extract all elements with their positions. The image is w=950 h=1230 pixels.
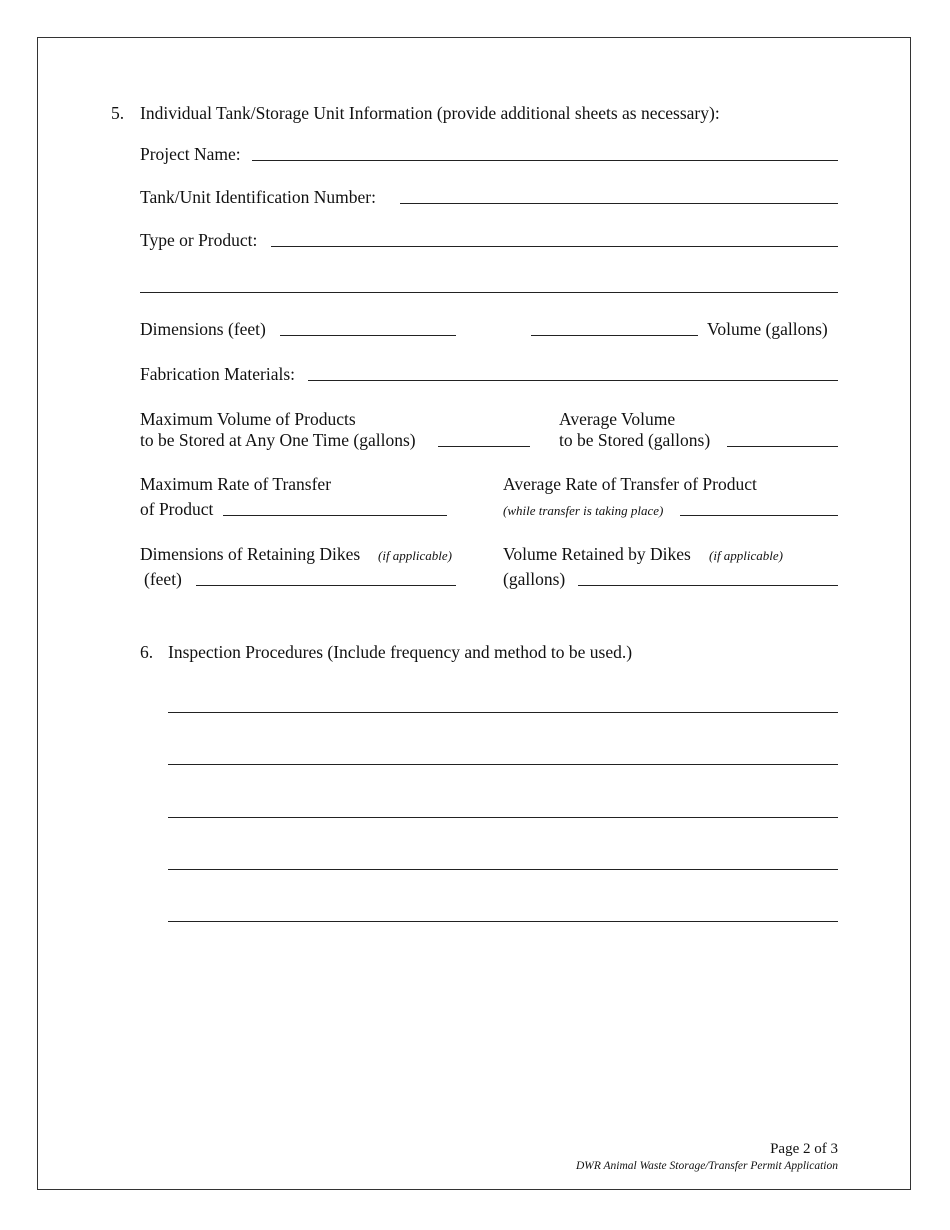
max-volume-label-line2: to be Stored at Any One Time (gallons) — [140, 430, 416, 450]
section-5-number: 5. — [111, 103, 125, 123]
avg-volume-label-line1: Average Volume — [559, 409, 676, 429]
page-number: Page 2 of 3 — [770, 1141, 838, 1157]
max-volume-field[interactable] — [438, 446, 530, 447]
dikes-volume-label: Volume Retained by Dikes — [503, 544, 691, 564]
form-name: DWR Animal Waste Storage/Transfer Permit Application — [575, 1160, 838, 1172]
dikes-volume-note: (if applicable) — [709, 548, 784, 563]
project-name-field[interactable] — [252, 160, 838, 161]
avg-volume-field[interactable] — [727, 446, 838, 447]
avg-rate-field[interactable] — [680, 515, 838, 516]
inspection-line[interactable] — [168, 712, 838, 713]
dimensions-field[interactable] — [280, 335, 456, 336]
inspection-line[interactable] — [168, 817, 838, 818]
tank-id-field[interactable] — [400, 203, 838, 204]
section-6-title: Inspection Procedures (Include frequency and method to be used.) — [168, 642, 633, 662]
dimensions-label: Dimensions (feet) — [140, 319, 266, 339]
dikes-dimensions-label: Dimensions of Retaining Dikes — [140, 544, 361, 564]
dikes-dimensions-field[interactable] — [196, 585, 456, 586]
volume-label: Volume (gallons) — [707, 319, 828, 339]
page-border — [37, 37, 911, 1190]
avg-rate-note: (while transfer is taking place) — [503, 503, 664, 518]
volume-field[interactable] — [531, 335, 698, 336]
inspection-line[interactable] — [168, 764, 838, 765]
max-rate-label-line2: of Product — [140, 499, 214, 519]
avg-volume-label-line2: to be Stored (gallons) — [559, 430, 711, 450]
type-product-label: Type or Product: — [140, 230, 258, 250]
section-5-title: Individual Tank/Storage Unit Information (provide additional sheets as necessary): — [140, 103, 720, 123]
inspection-line[interactable] — [168, 869, 838, 870]
dikes-volume-field[interactable] — [578, 585, 838, 586]
project-name-label: Project Name: — [140, 144, 241, 164]
avg-rate-label-line1: Average Rate of Transfer of Product — [503, 474, 757, 494]
type-product-field-line-2[interactable] — [140, 292, 838, 293]
dikes-dimensions-unit: (feet) — [144, 569, 182, 589]
tank-id-label: Tank/Unit Identification Number: — [140, 187, 376, 207]
max-volume-label-line1: Maximum Volume of Products — [140, 409, 356, 429]
max-rate-label-line1: Maximum Rate of Transfer — [140, 474, 332, 494]
fabrication-field[interactable] — [308, 380, 838, 381]
dikes-dimensions-note: (if applicable) — [378, 548, 453, 563]
fabrication-label: Fabrication Materials: — [140, 364, 296, 384]
section-6-number: 6. — [140, 642, 154, 662]
max-rate-field[interactable] — [223, 515, 447, 516]
inspection-line[interactable] — [168, 921, 838, 922]
dikes-volume-unit: (gallons) — [503, 569, 566, 589]
type-product-field[interactable] — [271, 246, 838, 247]
